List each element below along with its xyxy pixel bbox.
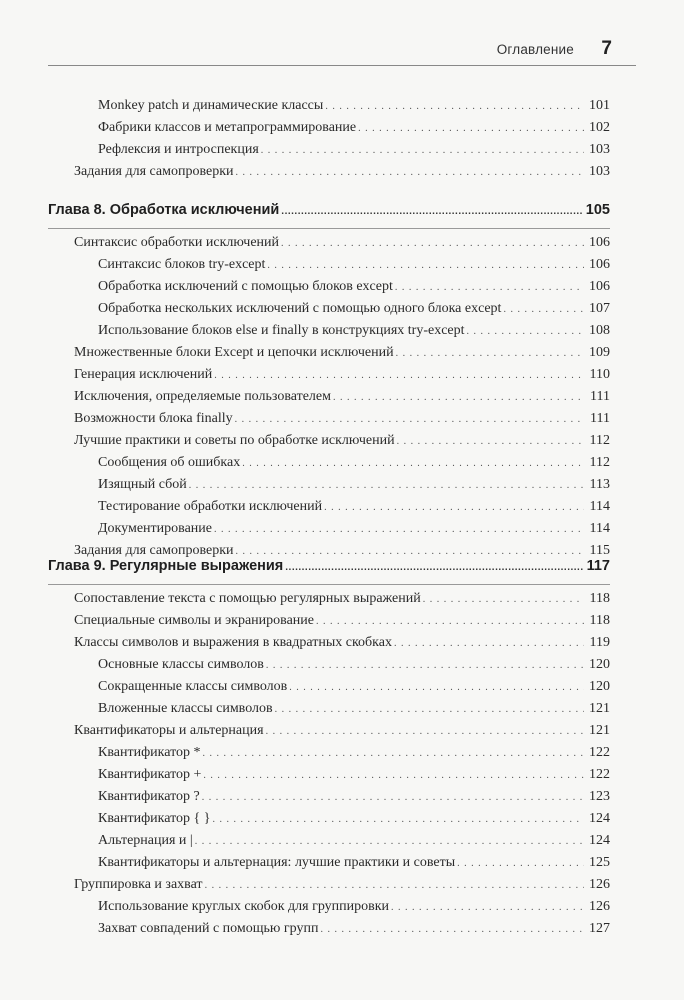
toc-entry-title: Лучшие практики и советы по обработке исключений <box>74 433 395 448</box>
toc-entry-title: Задания для самопроверки <box>74 543 234 558</box>
toc-entry-title: Сопоставление текста с помощью регулярных выражений <box>74 591 421 606</box>
toc-entry[interactable] <box>98 521 610 543</box>
leader-dots <box>275 704 584 715</box>
toc-entry[interactable] <box>98 855 610 877</box>
toc-top-entries <box>74 98 610 186</box>
toc-entry-page: 125 <box>589 855 610 870</box>
toc-entry[interactable] <box>74 235 610 257</box>
leader-dots <box>396 348 584 359</box>
toc-entry[interactable] <box>74 433 610 455</box>
running-head-title: Оглавление <box>496 42 574 57</box>
toc-entry-title: Использование круглых скобок для группировки <box>98 899 390 914</box>
toc-entry-page: 106 <box>589 257 610 272</box>
leader-dots <box>267 260 584 271</box>
leader-dots <box>214 370 584 381</box>
toc-entry-title: Вложенные классы символов <box>98 701 273 716</box>
toc-entry-title: Сокращенные классы символов <box>98 679 288 694</box>
toc-entry-page: 102 <box>589 120 610 135</box>
toc-entry[interactable] <box>74 411 610 433</box>
toc-entry[interactable] <box>74 723 610 745</box>
toc-entry-title: Фабрики классов и метапрограммирование <box>98 120 357 135</box>
toc-entry[interactable] <box>74 635 610 657</box>
toc-entry-page: 106 <box>589 279 610 294</box>
toc-entry-title: Рефлексия и интроспекция <box>98 142 259 157</box>
toc-entry[interactable] <box>98 811 610 833</box>
toc-entry-page: 119 <box>589 635 610 650</box>
toc-entry-page: 115 <box>589 543 610 558</box>
toc-entry-page: 124 <box>589 833 610 848</box>
toc-entry-page: 107 <box>589 301 610 316</box>
leader-dots <box>289 682 584 693</box>
leader-dots <box>358 123 584 134</box>
toc-entry-page: 118 <box>589 613 610 628</box>
toc-entry-page: 120 <box>589 679 610 694</box>
toc-entry[interactable] <box>74 613 610 635</box>
toc-entry-page: 121 <box>589 701 610 716</box>
leader-dots <box>281 206 582 217</box>
toc-entry-page: 120 <box>589 657 610 672</box>
toc-entry[interactable] <box>74 164 610 186</box>
leader-dots <box>316 616 584 627</box>
toc-entry-page: 123 <box>589 789 610 804</box>
toc-entry-title: Квантификаторы и альтернация <box>74 723 264 738</box>
leader-dots <box>324 502 584 513</box>
toc-entry-page: 111 <box>590 411 610 426</box>
leader-dots <box>195 836 584 847</box>
toc-entry-page: 127 <box>589 921 610 936</box>
leader-dots <box>320 924 584 935</box>
toc-entry[interactable] <box>98 745 610 767</box>
leader-dots <box>266 660 584 671</box>
toc-entry-title: Группировка и захват <box>74 877 203 892</box>
page-number: 7 <box>601 38 612 59</box>
toc-entry-page: 114 <box>589 521 610 536</box>
toc-entry-title: Классы символов и выражения в квадратных скобках <box>74 635 392 650</box>
toc-entry-page: 121 <box>589 723 610 738</box>
toc-entry-title: Генерация исключений <box>74 367 213 382</box>
leader-dots <box>236 167 584 178</box>
header-rule <box>48 65 636 66</box>
toc-entry-title: Синтаксис обработки исключений <box>74 235 280 250</box>
toc-entry-title: Квантификатор * <box>98 745 201 760</box>
toc-entry-title: Множественные блоки Except и цепочки исключений <box>74 345 394 360</box>
toc-entry-title: Квантификатор + <box>98 767 202 782</box>
toc-entry-page: 103 <box>589 164 610 179</box>
leader-dots <box>423 594 584 605</box>
toc-entry-title: Альтернация и | <box>98 833 193 848</box>
toc-entry-page: 112 <box>589 433 610 448</box>
toc-entry[interactable] <box>98 789 610 811</box>
leader-dots <box>261 145 584 156</box>
toc-entry-page: 126 <box>589 899 610 914</box>
toc-entry-title: Возможности блока finally <box>74 411 233 426</box>
leader-dots <box>467 326 584 337</box>
toc-entry-title: Обработка исключений с помощью блоков except <box>98 279 393 294</box>
chapter-9-section <box>48 558 610 943</box>
leader-dots <box>236 546 584 557</box>
chapter-title: Глава 8. Обработка исключений <box>48 202 280 218</box>
leader-dots <box>285 562 582 573</box>
chapter-rule <box>48 584 610 585</box>
toc-entry-page: 114 <box>589 499 610 514</box>
toc-entry-title: Документирование <box>98 521 212 536</box>
toc-entry-title: Обработка нескольких исключений с помощью одного блока except <box>98 301 502 316</box>
toc-entry-page: 101 <box>589 98 610 113</box>
toc-entry-title: Квантификатор { } <box>98 811 211 826</box>
leader-dots <box>325 101 584 112</box>
chapter-page: 105 <box>585 202 610 218</box>
toc-entry[interactable] <box>98 477 610 499</box>
leader-dots <box>397 436 584 447</box>
toc-entry[interactable] <box>98 120 610 142</box>
toc-entry-title: Основные классы символов <box>98 657 264 672</box>
toc-entry-title: Квантификатор ? <box>98 789 200 804</box>
leader-dots <box>333 392 584 403</box>
leader-dots <box>202 792 584 803</box>
toc-entry[interactable] <box>98 499 610 521</box>
toc-entry-page: 122 <box>589 745 610 760</box>
toc-entry[interactable] <box>98 301 610 323</box>
toc-entry-page: 108 <box>589 323 610 338</box>
toc-entry[interactable] <box>98 257 610 279</box>
toc-entry-title: Исключения, определяемые пользователем <box>74 389 331 404</box>
toc-entry-title: Изящный сбой <box>98 477 187 492</box>
toc-entry[interactable] <box>98 679 610 701</box>
toc-entry-title: Синтаксис блоков try-except <box>98 257 266 272</box>
toc-entry[interactable] <box>98 142 610 164</box>
chapter-heading[interactable] <box>48 558 610 584</box>
toc-entry-title: Захват совпадений с помощью групп <box>98 921 319 936</box>
toc-entry-page: 124 <box>589 811 610 826</box>
toc-entry[interactable] <box>74 877 610 899</box>
toc-entry-title: Сообщения об ошибках <box>98 455 241 470</box>
running-head <box>48 38 614 64</box>
toc-entry-title: Специальные символы и экранирование <box>74 613 314 628</box>
leader-dots <box>205 880 584 891</box>
leader-dots <box>391 902 584 913</box>
leader-dots <box>394 638 584 649</box>
leader-dots <box>203 748 584 759</box>
chapter-title: Глава 9. Регулярные выражения <box>48 558 284 574</box>
leader-dots <box>395 282 584 293</box>
leader-dots <box>503 304 584 315</box>
leader-dots <box>189 480 584 491</box>
toc-entry[interactable] <box>98 98 610 120</box>
toc-entry-page: 106 <box>589 235 610 250</box>
toc-entry[interactable] <box>98 455 610 477</box>
toc-entry[interactable] <box>98 833 610 855</box>
toc-entry[interactable] <box>74 345 610 367</box>
chapter-8-section <box>48 202 610 565</box>
toc-entry-page: 103 <box>589 142 610 157</box>
toc-entry[interactable] <box>98 701 610 723</box>
toc-entry-title: Monkey patch и динамические классы <box>98 98 324 113</box>
leader-dots <box>212 814 584 825</box>
toc-entry-page: 122 <box>589 767 610 782</box>
chapter-rule <box>48 228 610 229</box>
toc-entry-title: Задания для самопроверки <box>74 164 234 179</box>
toc-entry[interactable] <box>98 657 610 679</box>
leader-dots <box>235 414 584 425</box>
toc-entry[interactable] <box>98 323 610 345</box>
chapter-page: 117 <box>586 558 610 574</box>
toc-entry-title: Использование блоков else и finally в конструкциях try-except <box>98 323 465 338</box>
toc-entry[interactable] <box>98 279 610 301</box>
toc-entry[interactable] <box>98 921 610 943</box>
toc-entry[interactable] <box>98 899 610 921</box>
leader-dots <box>214 524 584 535</box>
toc-entry-page: 113 <box>589 477 610 492</box>
toc-entry-page: 109 <box>589 345 610 360</box>
toc-entry-title: Тестирование обработки исключений <box>98 499 323 514</box>
leader-dots <box>281 238 584 249</box>
leader-dots <box>203 770 584 781</box>
toc-entry-page: 111 <box>590 389 610 404</box>
toc-entry-page: 118 <box>589 591 610 606</box>
toc-entry-page: 126 <box>589 877 610 892</box>
leader-dots <box>457 858 584 869</box>
leader-dots <box>266 726 584 737</box>
toc-entry-page: 112 <box>589 455 610 470</box>
toc-entry-page: 110 <box>589 367 610 382</box>
toc-entry[interactable] <box>74 591 610 613</box>
toc-entry-title: Квантификаторы и альтернация: лучшие практики и советы <box>98 855 456 870</box>
leader-dots <box>242 458 584 469</box>
toc-entry[interactable] <box>98 767 610 789</box>
toc-entry[interactable] <box>74 367 610 389</box>
toc-entry[interactable] <box>74 389 610 411</box>
chapter-heading[interactable] <box>48 202 610 228</box>
